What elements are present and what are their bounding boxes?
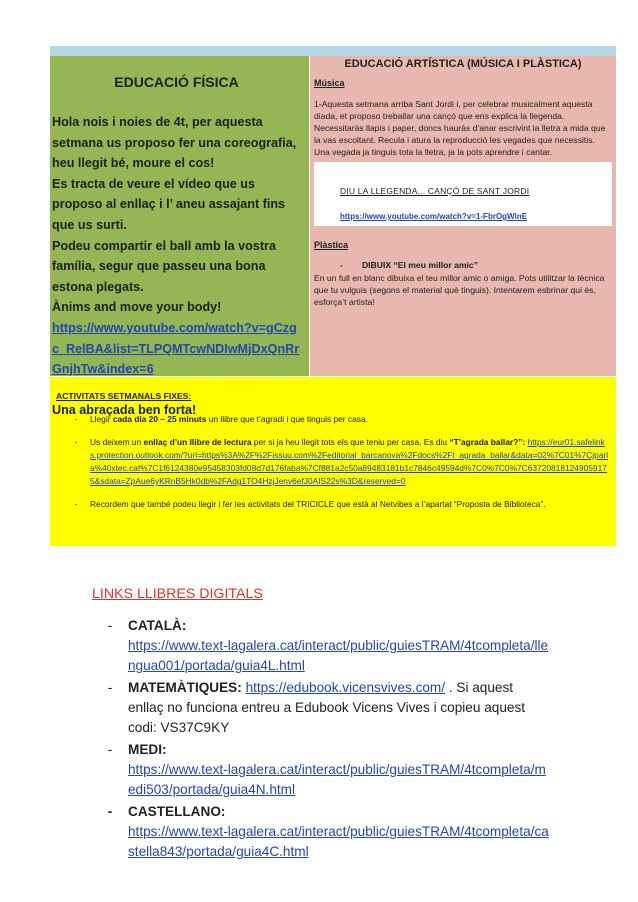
list-bullet: - xyxy=(74,499,78,509)
book-link-matematiques[interactable]: https://edubook.vicensvives.com/ xyxy=(245,680,446,695)
links-llibres-section xyxy=(92,586,552,864)
bold-segment: enllaç d’un llibre de lectura xyxy=(143,437,252,447)
ef-paragraph-1: Hola nois i noies de 4t, per aquesta setmana us proposo fer una coreografia, heu llegit bé, moure el cos! xyxy=(52,115,297,171)
activities-table xyxy=(50,46,616,546)
list-item xyxy=(56,413,610,426)
song-link[interactable]: https://www.youtube.com/watch?v=1-FbrOgWlnE xyxy=(340,212,528,221)
ef-closing: Una abraçada ben forta! xyxy=(52,402,197,417)
bold-segment: “T’agrada ballar?”: xyxy=(449,437,526,447)
list-item xyxy=(56,498,610,511)
links-llibres-title: LINKS LLIBRES DIGITALS xyxy=(92,586,263,602)
list-item-text xyxy=(90,413,610,426)
list-item-text: Recordem que també podeu llegir i fer les activitats del TRICICLE que està al Netvibes a l’apartat “Proposta de Biblioteca”. xyxy=(90,499,546,509)
book-note-matematiques: . Si aquest enllaç no funciona entreu a Edubook Vicens Vives i copieu aquest codi: VS37C9KY xyxy=(128,680,526,735)
list-item-content xyxy=(128,740,552,800)
text-segment: Llegir xyxy=(90,414,113,424)
list-bullet: - xyxy=(107,742,113,757)
list-bullet: - xyxy=(74,437,78,447)
bold-segment: cada dia 20 – 25 minuts xyxy=(112,414,207,424)
ef-video-link-wrap xyxy=(52,318,301,380)
text-segment: un llibre que t’agradi i que tinguis per casa. xyxy=(206,414,368,424)
book-link-medi[interactable]: https://www.text-lagalera.cat/interact/public/guiesTRAM/4tcompleta/medi503/portada/guia4N.html xyxy=(128,762,546,797)
book-label-medi: MEDI: xyxy=(128,742,167,757)
list-item-text xyxy=(90,436,610,488)
book-link-castellano[interactable]: https://www.text-lagalera.cat/interact/public/guiesTRAM/4tcompleta/castella843/portada/guia4C.html xyxy=(128,824,549,859)
educacio-artistica-cell xyxy=(310,56,616,376)
book-label-catala: CATALÀ: xyxy=(128,618,187,633)
ef-video-link[interactable]: https://www.youtube.com/watch?v=gCzgc_RelBA&list=TLPQMTcwNDIwMjDxQnRrGnjhTw&index=6 xyxy=(52,320,300,377)
list-item-content xyxy=(128,802,552,862)
song-title: DIU LA LLEGENDA... CANÇÓ DE SANT JORDI xyxy=(340,186,530,196)
table-header-row xyxy=(50,46,616,56)
list-bullet: - xyxy=(107,618,113,633)
list-item xyxy=(56,436,610,488)
ef-paragraph-2: Es tracta de veure el vídeo que us proposo al enllaç i l’ aneu assajant fins que us surti. xyxy=(52,176,286,232)
list-bullet: - xyxy=(107,804,113,819)
header-cell-left xyxy=(50,46,310,56)
book-label-matematiques: MATEMÀTIQUES: xyxy=(128,680,242,695)
list-bullet: - xyxy=(74,414,78,424)
plastica-text: En un full en blanc dibuixa el teu millor amic o amiga. Pots utilitzar la tècnica que tu vulguis (segons el material què tinguis). Intentarem esbrinar qui és, esforça’t artista! xyxy=(314,273,605,307)
musica-heading: Música xyxy=(314,78,345,88)
educacio-fisica-title: EDUCACIÓ FÍSICA xyxy=(114,74,239,90)
book-link-catala[interactable]: https://www.text-lagalera.cat/interact/public/guiesTRAM/4tcompleta/llengua001/portada/guia4L.html xyxy=(128,638,549,673)
list-bullet: - xyxy=(107,680,113,695)
educacio-artistica-title: EDUCACIÓ ARTÍSTICA (MÚSICA I PLÀSTICA) xyxy=(344,58,582,70)
book-label-castellano: CASTELLANO: xyxy=(128,804,226,819)
list-item xyxy=(92,678,552,738)
list-item-content xyxy=(128,678,552,738)
list-item xyxy=(92,616,552,676)
text-segment: Us deixem un xyxy=(90,437,144,447)
ef-paragraph-4: Ànims and move your body! xyxy=(52,300,222,315)
reading-book-link[interactable]: https://eur01.safelinks.protection.outlook.com/?url=https%3A%2F%2Fissuu.com%2Feditorial_barcanova%2Fdocs%2Ft_agrada_ballar&data=02%7C01%7Cjparla%40xtec.cat%7C1f6124380e95458303fd08d7d176faba%7Cf881a2c50a89483181b1c7846c49594d%7C0%7C0%7C637208181249059175&sdata=ZpAue6yKRnB5Hk0db%2FAdg1TO4HzjJenv6efJ0AIS22s%3D&reserved=0 xyxy=(90,437,609,486)
text-segment: per si ja heu llegit tots els que teniu per casa. Es diu xyxy=(251,437,450,447)
list-item xyxy=(92,802,552,862)
dibuix-label: - DIBUIX “El meu millor amic” xyxy=(340,260,479,270)
header-cell-right xyxy=(310,46,616,56)
list-item-content xyxy=(128,616,552,676)
ef-paragraph-3: Podeu compartir el ball amb la vostra família, segur que passeu una bona estona plegats. xyxy=(52,238,276,294)
list-item xyxy=(92,740,552,800)
song-box xyxy=(314,162,612,226)
musica-text: 1-Aquesta setmana arriba Sant Jordi i, per celebrar musicalment aquesta diada, et proposo treballar una cançó que ens explica la llegenda. Necessitaràs llapis i paper, doncs hauràs d’anar escrivint la lletra a mida que la vas escoltant. Recula i atura la reproducció les vegades que necessitis. Una vegada ja tinguis tota la lletra, ja la pots aprendre i cantar. xyxy=(314,99,606,157)
activitats-heading: ACTIVITATS SETMANALS FIXES: xyxy=(56,391,192,401)
plastica-heading: Plàstica xyxy=(314,240,349,250)
